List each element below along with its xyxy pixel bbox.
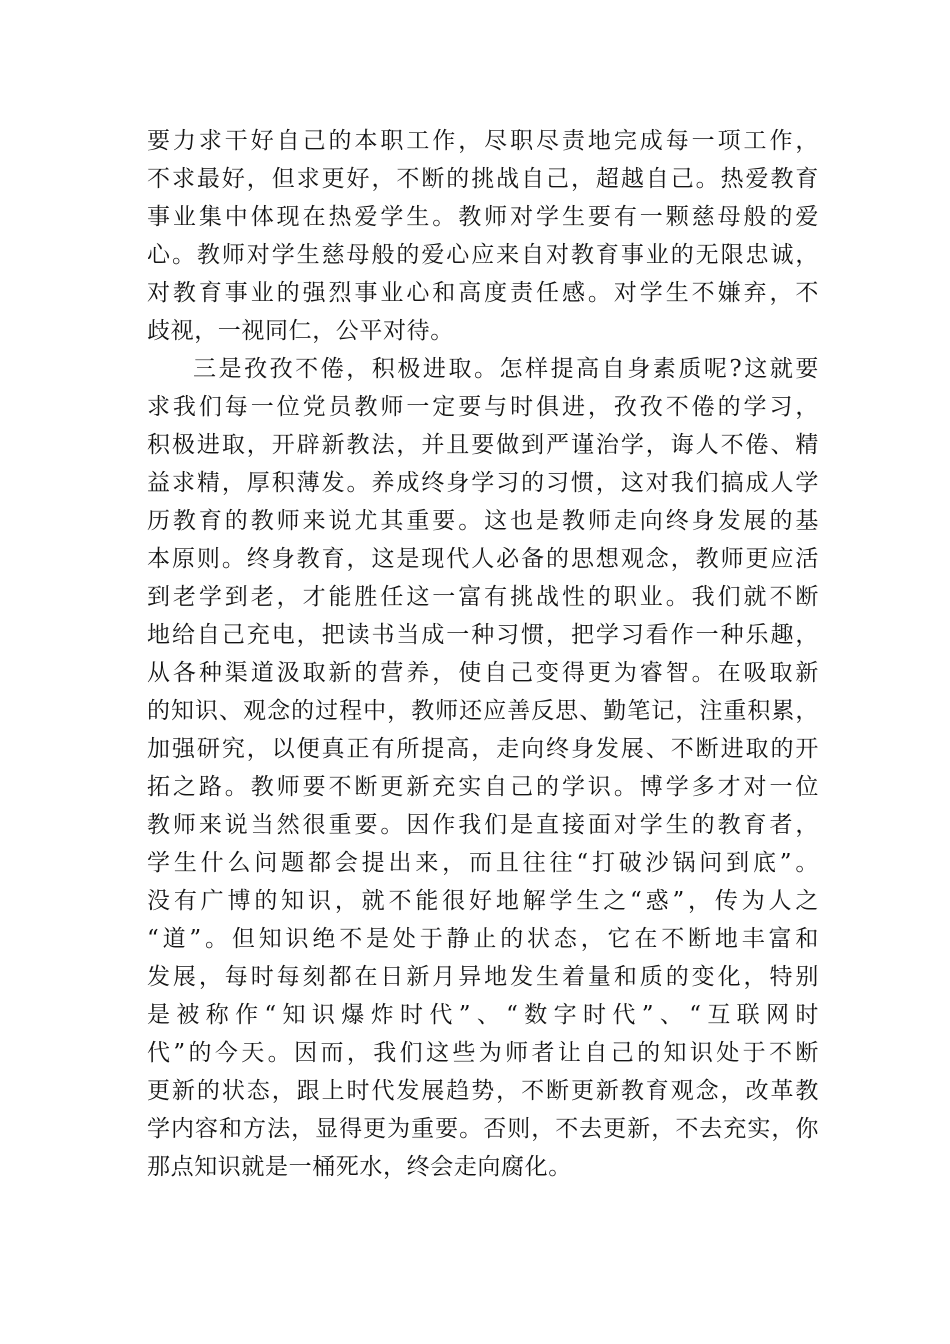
paragraph-line: 三是孜孜不倦，积极进取。怎样提高自身素质呢?这就要 xyxy=(193,356,819,382)
paragraph-line: 的知识、观念的过程中，教师还应善反思、勤笔记，注重积累， xyxy=(147,698,819,724)
paragraph-line: 那点知识就是一桶死水，终会走向腐化。 xyxy=(147,1154,572,1180)
paragraph-line: 求我们每一位党员教师一定要与时俱进，孜孜不倦的学习， xyxy=(147,394,819,420)
paragraph-line: 教师来说当然很重要。因作我们是直接面对学生的教育者， xyxy=(147,812,819,838)
paragraph-line: 地给自己充电，把读书当成一种习惯，把学习看作一种乐趣， xyxy=(147,622,819,648)
paragraph-line: 心。教师对学生慈母般的爱心应来自对教育事业的无限忠诚， xyxy=(147,242,819,268)
paragraph-line: 学内容和方法，显得更为重要。否则，不去更新，不去充实，你 xyxy=(147,1116,819,1142)
paragraph-line: 没有广博的知识，就不能很好地解学生之“惑”，传为人之 xyxy=(147,888,819,914)
paragraph-1 xyxy=(147,122,819,350)
paragraph-line: 对教育事业的强烈事业心和高度责任感。对学生不嫌弃，不 xyxy=(147,280,819,306)
paragraph-2 xyxy=(147,350,819,1186)
paragraph-line: 拓之路。教师要不断更新充实自己的学识。博学多才对一位 xyxy=(147,774,819,800)
paragraph-line: 更新的状态，跟上时代发展趋势，不断更新教育观念，改革教 xyxy=(147,1078,819,1104)
paragraph-line: 到老学到老，才能胜任这一富有挑战性的职业。我们就不断 xyxy=(147,584,819,610)
paragraph-line: 事业集中体现在热爱学生。教师对学生要有一颗慈母般的爱 xyxy=(147,204,819,230)
paragraph-line: 代”的今天。因而，我们这些为师者让自己的知识处于不断 xyxy=(147,1040,819,1066)
paragraph-line: 学生什么问题都会提出来，而且往往“打破沙锅问到底”。 xyxy=(147,850,819,876)
paragraph-line: 历教育的教师来说尤其重要。这也是教师走向终身发展的基 xyxy=(147,508,819,534)
paragraph-line: 不求最好，但求更好，不断的挑战自己，超越自己。热爱教育 xyxy=(147,166,819,192)
paragraph-line: 要力求干好自己的本职工作，尽职尽责地完成每一项工作， xyxy=(147,128,819,154)
paragraph-line: 加强研究，以便真正有所提高，走向终身发展、不断进取的开 xyxy=(147,736,819,762)
paragraph-line: “道”。但知识绝不是处于静止的状态，它在不断地丰富和 xyxy=(147,926,819,952)
paragraph-line: 益求精，厚积薄发。养成终身学习的习惯，这对我们搞成人学 xyxy=(147,470,819,496)
paragraph-line: 发展，每时每刻都在日新月异地发生着量和质的变化，特别 xyxy=(147,964,819,990)
paragraph-line: 积极进取，开辟新教法，并且要做到严谨治学，诲人不倦、精 xyxy=(147,432,819,458)
paragraph-line: 歧视，一视同仁，公平对待。 xyxy=(147,318,454,344)
paragraph-line: 是被称作“知识爆炸时代”、“数字时代”、“互联网时 xyxy=(147,1002,819,1028)
paragraph-line: 本原则。终身教育，这是现代人必备的思想观念，教师更应活 xyxy=(147,546,819,572)
paragraph-line: 从各种渠道汲取新的营养，使自己变得更为睿智。在吸取新 xyxy=(147,660,819,686)
